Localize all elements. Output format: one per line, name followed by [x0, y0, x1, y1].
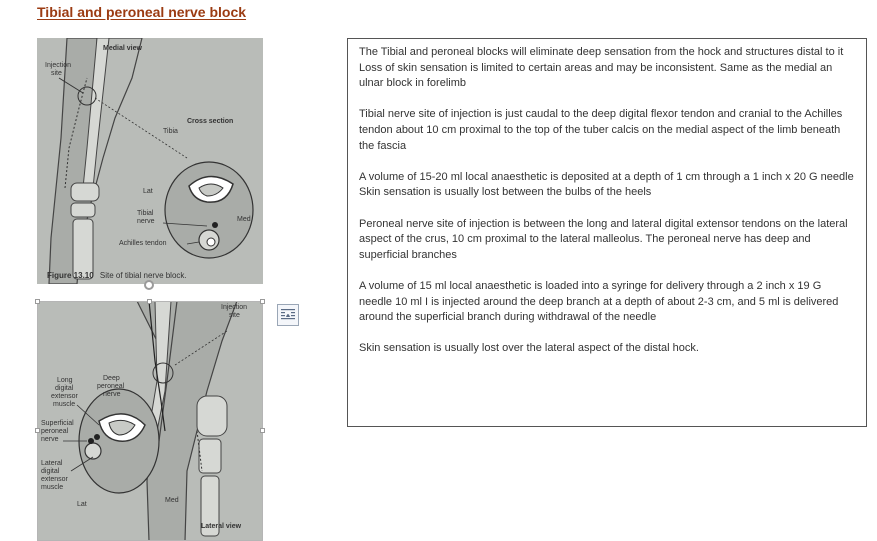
- paragraph-6: [359, 341, 854, 357]
- tibial-nerve-figure[interactable]: [37, 38, 263, 284]
- superficial-peroneal-line-2: peroneal: [41, 428, 69, 435]
- injection-label: Injection: [221, 304, 248, 311]
- long-digital-extensor-line-3: extensor: [51, 393, 78, 400]
- lateral-digital-extensor-line-4: muscle: [41, 484, 64, 491]
- layout-options-button[interactable]: [277, 304, 299, 326]
- paragraph-1-line-2: Loss of skin sensation is limited to certain areas and may be inconsistent. Same as the medial an ulnar block in forelimb: [359, 61, 833, 90]
- paragraph-2-line-1: Tibial nerve site of injection is just caudal to the deep digital flexor tendon and cranial to the Achilles tendon about 10 cm proximal to the top of the tuber calcis on the medial aspect of the limb beneath the fascia: [359, 108, 843, 152]
- superficial-peroneal-line-3: nerve: [41, 436, 59, 443]
- paragraph-5: [359, 279, 854, 326]
- lateral-view-label: Lateral view: [201, 523, 242, 530]
- paragraph-1-line-1: The Tibial and peroneal blocks will eliminate deep sensation from the hock and structures distal to it: [359, 46, 844, 58]
- resize-handle-top-right[interactable]: [260, 299, 265, 304]
- peroneal-label: peroneal: [97, 383, 125, 390]
- peroneal-nerve-figure[interactable]: [37, 301, 263, 541]
- resize-handle-left[interactable]: [35, 428, 40, 433]
- tibial-label: Tibial: [137, 210, 154, 217]
- resize-handle-top-left[interactable]: [35, 299, 40, 304]
- paragraph-6-line-1: Skin sensation is usually lost over the lateral aspect of the distal hock.: [359, 342, 699, 355]
- superficial-peroneal-line-1: Superficial: [41, 420, 74, 427]
- medial-view-label: Medial view: [103, 45, 142, 52]
- lateral-digital-extensor-line-3: extensor: [41, 476, 68, 483]
- lat-label: Lat: [77, 501, 87, 508]
- cross-section-label: Cross section: [187, 118, 234, 125]
- med-label: Med: [237, 216, 251, 223]
- deep-label: Deep: [103, 375, 120, 382]
- lateral-digital-extensor-line-2: digital: [41, 468, 60, 475]
- nerve-label: nerve: [137, 218, 155, 225]
- resize-handle-top[interactable]: [147, 299, 152, 304]
- notes-textbox[interactable]: [347, 38, 867, 427]
- med-label: Med: [165, 497, 179, 504]
- long-digital-extensor-line-2: digital: [55, 385, 74, 392]
- figure-number: Figure 13.10: [47, 271, 94, 280]
- resize-handle-right[interactable]: [260, 428, 265, 433]
- figure-caption: Site of tibial nerve block.: [99, 271, 187, 280]
- tibia-label: Tibia: [163, 128, 178, 135]
- layout-options-icon: [278, 305, 298, 325]
- paragraph-3: [359, 170, 854, 201]
- paragraph-1: [359, 45, 854, 92]
- paragraph-3-line-2: Skin sensation is usually lost between the bulbs of the heels: [359, 186, 652, 199]
- document-heading: Tibial and peroneal nerve block: [37, 4, 247, 20]
- paragraph-3-line-1: A volume of 15-20 ml local anaesthetic is deposited at a depth of 1 cm through a 1 inch x 20 G needle: [359, 170, 854, 183]
- site-label: site: [229, 312, 240, 319]
- rotate-handle-icon[interactable]: [144, 280, 154, 290]
- site-label: site: [51, 70, 62, 77]
- paragraph-4-line-1: Peroneal nerve site of injection is between the long and lateral digital extensor tendons on the lateral aspect of the crus, 10 cm proximal to the lateral malleolus. The peroneal nerve has deep and superficial branches: [359, 217, 848, 261]
- long-digital-extensor-line-4: muscle: [53, 401, 76, 408]
- nerve-label: nerve: [103, 391, 121, 398]
- injection-label: Injection: [45, 62, 72, 69]
- lat-label: Lat: [143, 188, 153, 195]
- lateral-digital-extensor-line-1: Lateral: [41, 460, 63, 467]
- paragraph-5-line-1: A volume of 15 ml local anaesthetic is loaded into a syringe for delivery through a 2 inch x 19 G needle 10 ml I is injected around the deep branch at a depth of about 2-3 cm, and 5 ml is delivered around the superficial branch during withdrawal of the needle: [359, 279, 839, 324]
- paragraph-2: [359, 107, 854, 154]
- paragraph-4: [359, 217, 854, 264]
- long-digital-extensor-line-1: Long: [57, 377, 73, 384]
- achilles-tendon-label: Achilles tendon: [119, 240, 167, 247]
